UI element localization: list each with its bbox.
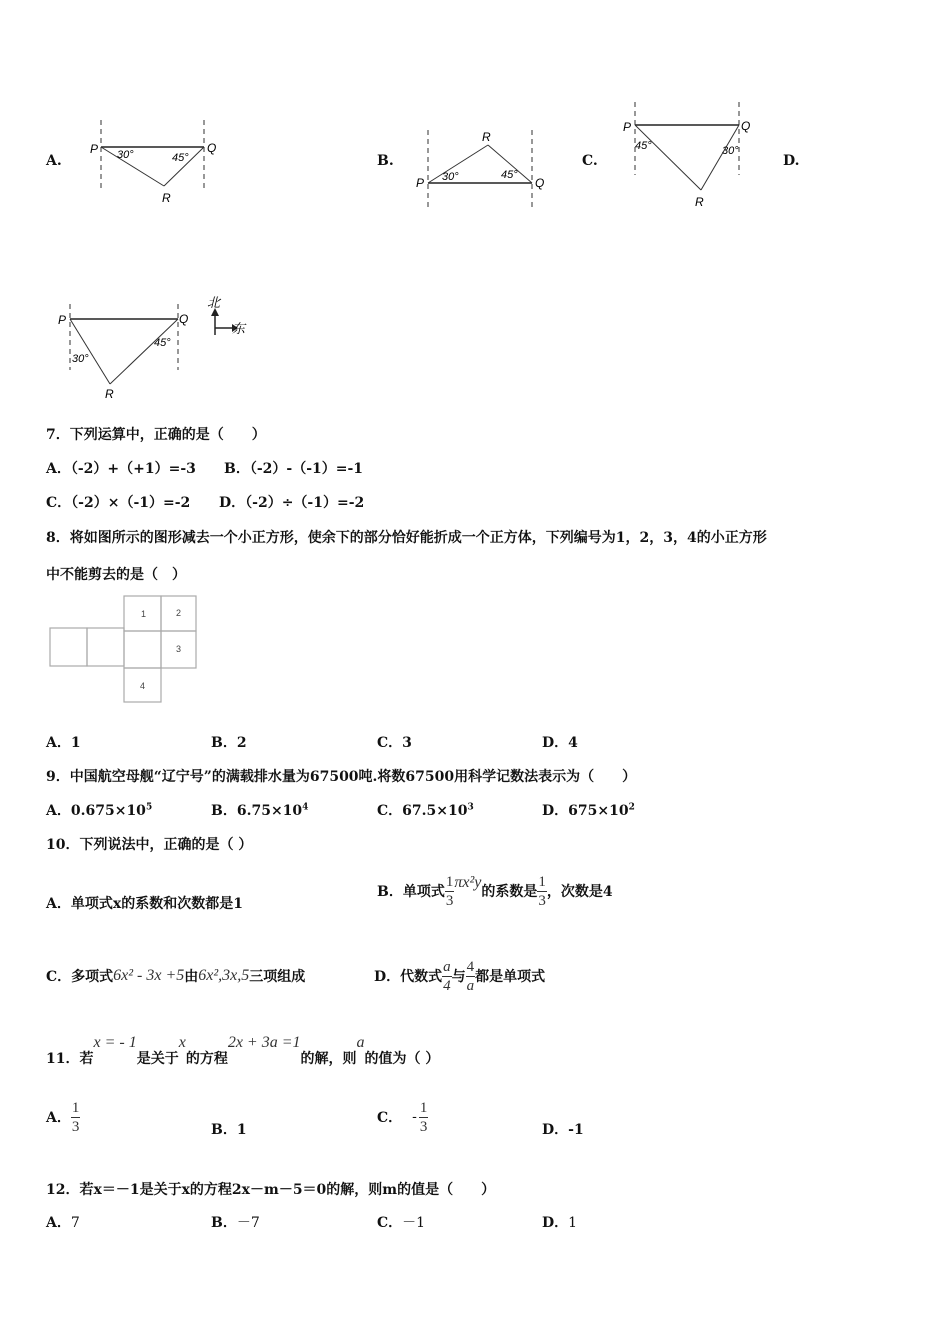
option-text: 单项式 bbox=[402, 884, 445, 900]
net-cell bbox=[87, 628, 124, 666]
cell-number-2: 2 bbox=[176, 608, 182, 618]
option-text: ，次数是4 bbox=[546, 884, 613, 900]
option-label: A． bbox=[46, 461, 71, 477]
q11-option-d[interactable] bbox=[542, 1119, 584, 1139]
option-text: 3 bbox=[402, 735, 412, 751]
option-label: B． bbox=[211, 1122, 237, 1138]
q8-option-c[interactable] bbox=[377, 732, 412, 752]
option-label: A． bbox=[46, 896, 71, 912]
option-text: （-2）-（-1）=-1 bbox=[249, 461, 364, 477]
option-label: C． bbox=[377, 803, 403, 819]
option-text: 1 bbox=[236, 1122, 247, 1138]
math-expression: 6x² - 3x +5 bbox=[113, 967, 185, 984]
option-label: D． bbox=[219, 495, 246, 511]
option-text: （-2）+（+1）=-3 bbox=[70, 461, 196, 477]
q7-option-d[interactable] bbox=[219, 492, 364, 512]
option-text: －7 bbox=[236, 1215, 260, 1231]
option-text: 都是单项式 bbox=[475, 969, 546, 985]
angle-30: 30° bbox=[72, 353, 89, 365]
q9-option-a[interactable] bbox=[46, 800, 152, 820]
compass-north: 北 bbox=[207, 295, 221, 310]
angle-30: 30° bbox=[442, 171, 459, 183]
math-expression: x bbox=[178, 1034, 186, 1051]
option-text: 代数式 bbox=[400, 969, 443, 985]
fraction: $\frac{1}{3}$ bbox=[445, 873, 454, 909]
angle-45: 45° bbox=[501, 169, 518, 181]
q11-option-a[interactable] bbox=[46, 1095, 80, 1139]
net-cell bbox=[50, 628, 87, 666]
option-text: 67.5×10 bbox=[402, 803, 468, 819]
segment-qr bbox=[701, 125, 739, 190]
q9-stem: 9．中国航空母舰“辽宁号”的满载排水量为67500吨.将数67500用科学记数法表示为（ ） bbox=[46, 769, 637, 785]
option-text: 与 bbox=[451, 969, 466, 985]
q9-option-d[interactable] bbox=[542, 800, 635, 820]
point-q: Q bbox=[535, 176, 545, 190]
math-expression: 2x + 3a =1 bbox=[227, 1034, 301, 1051]
option-text: 2 bbox=[236, 735, 247, 751]
exponent: 3 bbox=[467, 802, 474, 813]
point-p: P bbox=[90, 142, 99, 156]
stem-text: 的方程 bbox=[185, 1051, 228, 1067]
option-label: D． bbox=[542, 803, 569, 819]
option-text: （-2）×（-1）=-2 bbox=[71, 495, 191, 511]
option-text: 的系数是 bbox=[481, 884, 538, 900]
cell-number-4: 4 bbox=[140, 681, 146, 691]
cell-number-1: 1 bbox=[141, 609, 147, 619]
q9-option-c[interactable] bbox=[377, 800, 474, 820]
exponent: 5 bbox=[145, 802, 153, 813]
option-text: 多项式 bbox=[71, 969, 114, 985]
q10-stem: 10．下列说法中，正确的是（ ） bbox=[46, 837, 253, 853]
option-label: C． bbox=[377, 1110, 403, 1126]
point-r: R bbox=[162, 191, 171, 205]
q12-option-b[interactable] bbox=[211, 1212, 260, 1232]
compass-icon bbox=[207, 295, 247, 336]
angle-45: 45° bbox=[172, 152, 189, 164]
option-text: 675×10 bbox=[568, 803, 629, 819]
q6-figure-d bbox=[52, 290, 262, 402]
q8-option-a[interactable] bbox=[46, 732, 81, 752]
net-cell bbox=[124, 631, 161, 668]
option-text: （-2）÷（-1）=-2 bbox=[245, 495, 365, 511]
option-text: -1 bbox=[568, 1122, 584, 1138]
math-expression: a bbox=[356, 1034, 365, 1051]
stem-text: 的解，则 bbox=[300, 1051, 357, 1067]
q8-option-d[interactable] bbox=[542, 732, 578, 752]
option-label: A． bbox=[46, 803, 71, 819]
option-label: A． bbox=[46, 1215, 71, 1231]
math-expression: 6x²,3x,5 bbox=[198, 967, 250, 984]
exponent: 2 bbox=[628, 802, 635, 813]
option-text: 6.75×10 bbox=[236, 803, 303, 819]
option-label: C． bbox=[377, 735, 403, 751]
option-label: B． bbox=[224, 461, 250, 477]
q11-option-c[interactable] bbox=[377, 1095, 428, 1139]
q6-option-c-label[interactable]: C. bbox=[582, 153, 598, 169]
q9-option-b[interactable] bbox=[211, 800, 308, 820]
option-label: D． bbox=[542, 1215, 569, 1231]
q10-option-b[interactable] bbox=[377, 866, 613, 916]
option-label: C． bbox=[46, 969, 72, 985]
stem-text: 11．若 bbox=[46, 1051, 94, 1067]
angle-45: 45° bbox=[154, 337, 171, 349]
option-label: A． bbox=[46, 735, 71, 751]
angle-30: 30° bbox=[117, 149, 134, 161]
q10-option-c[interactable] bbox=[46, 951, 305, 1001]
q6-figure-c bbox=[618, 100, 768, 210]
option-label: B． bbox=[377, 884, 403, 900]
point-r: R bbox=[482, 130, 491, 144]
option-text: 1 bbox=[568, 1215, 578, 1231]
q8-stem-line2: 中不能剪去的是（ ） bbox=[46, 567, 186, 583]
math-expression: x = - 1 bbox=[93, 1034, 137, 1051]
q7-option-a[interactable] bbox=[46, 458, 196, 478]
q10-option-d[interactable] bbox=[374, 951, 545, 1001]
option-label: D． bbox=[542, 735, 569, 751]
segment-pr bbox=[635, 125, 701, 190]
fraction: $\frac{4}{a}$ bbox=[466, 958, 475, 994]
option-text: －1 bbox=[402, 1215, 426, 1231]
angle-45: 45° bbox=[635, 140, 652, 152]
q6-option-b-label[interactable]: B. bbox=[377, 153, 394, 169]
fraction: $\frac{1}{3}$ bbox=[419, 1099, 428, 1135]
option-text: 单项式x的系数和次数都是1 bbox=[70, 896, 243, 912]
q11-stem bbox=[46, 1034, 439, 1068]
fraction: $\frac{a}{4}$ bbox=[443, 958, 451, 994]
q12-option-a[interactable] bbox=[46, 1212, 80, 1232]
option-label: B． bbox=[211, 803, 237, 819]
stem-text: 的值为（ ） bbox=[364, 1051, 440, 1067]
math-expression: πx²y bbox=[454, 874, 482, 891]
stem-text: 是关于 bbox=[136, 1051, 179, 1067]
option-label: B． bbox=[211, 735, 237, 751]
q6-option-d-label[interactable]: D. bbox=[783, 153, 800, 169]
option-label: C． bbox=[46, 495, 72, 511]
option-text: 由 bbox=[184, 969, 199, 985]
point-q: Q bbox=[207, 141, 217, 155]
q8-stem-line1: 8．将如图所示的图形减去一个小正方形，使余下的部分恰好能折成一个正方体，下列编号为1，2，3，4的小正方形 bbox=[46, 530, 767, 546]
segment-pr bbox=[70, 319, 110, 384]
point-r: R bbox=[695, 195, 704, 209]
segment-qr bbox=[110, 319, 178, 384]
q12-option-d[interactable] bbox=[542, 1212, 577, 1232]
q7-option-b[interactable] bbox=[224, 458, 363, 478]
point-p: P bbox=[623, 120, 632, 134]
option-label: B． bbox=[211, 1215, 237, 1231]
q6-figure-a bbox=[82, 118, 232, 208]
option-label: D． bbox=[542, 1122, 569, 1138]
q11-option-b[interactable] bbox=[211, 1119, 247, 1139]
option-text: 1 bbox=[70, 735, 81, 751]
q7-option-c[interactable] bbox=[46, 492, 190, 512]
point-p: P bbox=[416, 176, 425, 190]
fraction: $\frac{1}{3}$ bbox=[71, 1099, 80, 1135]
q6-option-a-label[interactable]: A. bbox=[46, 153, 62, 169]
cell-number-3: 3 bbox=[176, 644, 182, 654]
option-text: 4 bbox=[568, 735, 578, 751]
q7-stem: 7．下列运算中，正确的是（ ） bbox=[46, 427, 266, 443]
q8-option-b[interactable] bbox=[211, 732, 247, 752]
fraction: $\frac{1}{3}$ bbox=[538, 873, 546, 909]
q12-option-c[interactable] bbox=[377, 1212, 425, 1232]
option-label: D． bbox=[374, 969, 401, 985]
option-text: 7 bbox=[70, 1215, 80, 1231]
option-text: 0.675×10 bbox=[70, 803, 146, 819]
q8-cube-net bbox=[46, 592, 206, 707]
angle-30: 30° bbox=[722, 145, 739, 157]
q10-option-a[interactable] bbox=[46, 893, 243, 913]
point-q: Q bbox=[179, 312, 189, 326]
q6-figure-b bbox=[412, 125, 562, 210]
point-p: P bbox=[58, 313, 67, 327]
option-text: 三项组成 bbox=[249, 969, 306, 985]
point-q: Q bbox=[741, 119, 751, 133]
exponent: 4 bbox=[302, 802, 309, 813]
compass-east: 东 bbox=[232, 321, 246, 336]
point-r: R bbox=[105, 387, 114, 401]
q12-stem: 12．若x＝－1是关于x的方程2x－m－5＝0的解，则m的值是（ ） bbox=[46, 1182, 496, 1198]
option-label: A． bbox=[46, 1110, 71, 1126]
minus-sign: - bbox=[412, 1109, 417, 1125]
option-label: C． bbox=[377, 1215, 403, 1231]
